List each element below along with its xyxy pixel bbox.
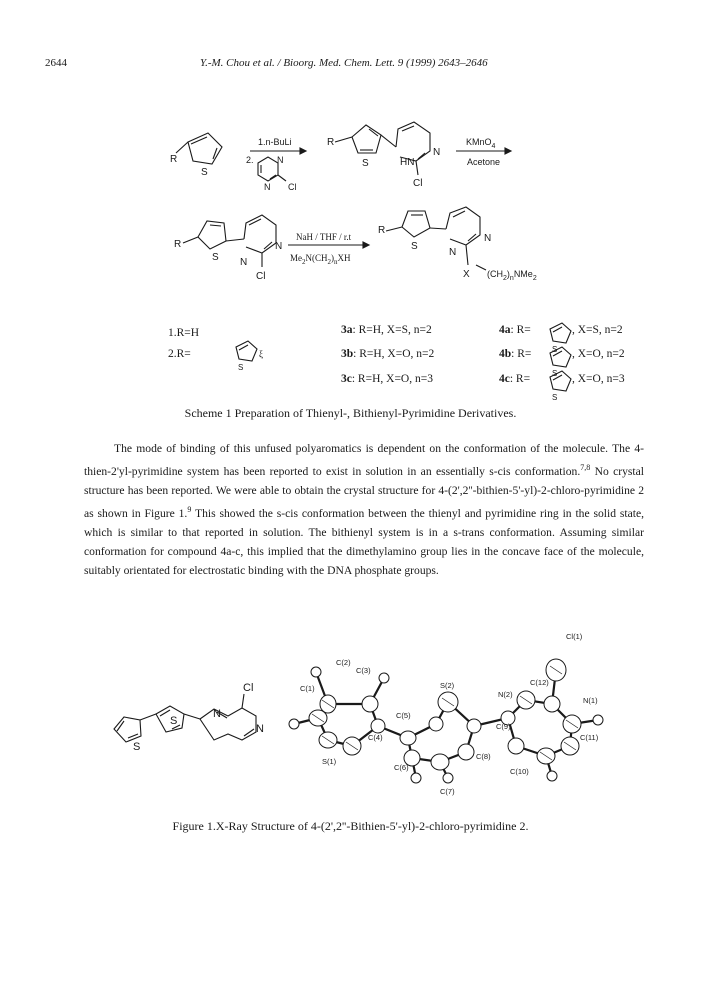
atom-n: N xyxy=(277,155,284,165)
hydrogen-atom xyxy=(311,667,321,677)
paragraph-text-3: This showed the s-cis conformation between the thienyl and pyrimidine ring in the solid state, which is similar to that reported in solution. The bithienyl system is in a s-trans conformation. Assuming similar conformation for compound 4a-c, this implied that the dimethylamino group lies in the concave face of the molecule, suitably orientated for electrostatic binding with the DNA phosphate groups. xyxy=(84,506,645,577)
running-head: Y.-M. Chou et al. / Bioorg. Med. Chem. Lett. 9 (1999) 2643–2646 xyxy=(200,57,488,69)
label-c9: C(9) xyxy=(496,722,511,731)
left-cl-label: Cl xyxy=(243,682,254,694)
row1-left: 1.R=H xyxy=(168,327,200,339)
label-c12: C(12) xyxy=(530,678,549,687)
atom-r: R xyxy=(170,154,178,165)
atom-cl: Cl xyxy=(288,182,297,192)
label-cl1: Cl(1) xyxy=(566,632,583,641)
left-n2-label: N xyxy=(256,723,264,735)
hydrogen-atom xyxy=(593,715,603,725)
side-chain: $(CH_2)_nNMe_2$ xyxy=(487,269,537,282)
scheme-caption: Scheme 1 Preparation of Thienyl-, Bithienyl-Pyrimidine Derivatives. xyxy=(184,406,517,420)
atom-x: X xyxy=(463,269,470,280)
label-c1: C(1) xyxy=(300,684,315,693)
label-c11: C(11) xyxy=(580,733,599,742)
compound-4c-rest: , X=O, n=3 xyxy=(572,373,625,385)
atom-ellipsoid xyxy=(458,744,474,760)
step2-reagent-b: Acetone xyxy=(467,157,501,167)
label-c10: C(10) xyxy=(510,767,529,776)
atom-n: N xyxy=(433,147,441,158)
compound-4a-rest: , X=S, n=2 xyxy=(572,324,623,336)
skeletal-structure xyxy=(114,694,256,742)
hydrogen-atom xyxy=(289,719,299,729)
dihydropyrimidine-ring xyxy=(396,122,430,161)
atom-n: N xyxy=(264,182,271,192)
atom-ellipsoid xyxy=(371,719,385,733)
compound-4c: 4c: R= xyxy=(499,373,531,385)
compound-3b: 3b: R=H, X=O, n=2 xyxy=(341,348,435,360)
step2-reagent-a: KMnO$_4$ xyxy=(466,137,496,150)
hydrogen-atom xyxy=(547,771,557,781)
atom-r: R xyxy=(327,137,335,148)
atom-s: S xyxy=(552,393,558,402)
pyrimidine-ring-2 xyxy=(244,215,276,253)
atom-s: S xyxy=(552,345,558,354)
label-c5: C(5) xyxy=(396,711,411,720)
atom-ellipsoid xyxy=(362,696,378,712)
step3-reagent-b: $Me_2N(CH_2)_nXH$ xyxy=(290,253,351,266)
label-n1: N(1) xyxy=(583,696,598,705)
atom-ellipsoid xyxy=(508,738,524,754)
label-c3: C(3) xyxy=(356,666,371,675)
hydrogen-atom xyxy=(443,773,453,783)
label-c4: C(4) xyxy=(368,733,383,742)
thiophene-icon-2 xyxy=(236,341,257,361)
compound-4b-rest: , X=O, n=2 xyxy=(572,348,625,360)
compound-4a: 4a: R= xyxy=(499,324,531,336)
atom-ellipsoid xyxy=(467,719,481,733)
atom-cl: Cl xyxy=(413,178,423,189)
compound-3a: 3a: R=H, X=S, n=2 xyxy=(341,324,432,336)
label-c6: C(6) xyxy=(394,763,409,772)
reference-9: 9 xyxy=(187,504,192,514)
thiophene-icon-4a xyxy=(550,323,571,343)
figure-caption: Figure 1.X-Ray Structure of 4-(2',2''-Bithien-5'-yl)-2-chloro-pyrimidine 2. xyxy=(172,819,529,833)
atom-cl: Cl xyxy=(256,271,266,282)
figure-1 xyxy=(0,628,701,798)
wavy-bond: ξ xyxy=(259,349,264,359)
atom-n: N xyxy=(484,233,492,244)
label-c2: C(2) xyxy=(336,658,351,667)
atom-ellipsoid xyxy=(429,717,443,731)
label-c8: C(8) xyxy=(476,752,491,761)
atom-n: N xyxy=(240,257,248,268)
step3-reagent-a: NaH / THF / r.t xyxy=(296,232,352,242)
running-header xyxy=(0,57,701,73)
step1-reagent-a: 1.n-BuLi xyxy=(258,137,292,147)
atom-n: N xyxy=(449,247,457,258)
atom-s: S xyxy=(411,241,418,252)
paragraph-text-1: The mode of binding of this unfused polyaromatics is dependent on the conformation of the molecule. The 4-thien-2'yl-pyrimidine system has been reported to exist in solution in an essentially s-cis conformation. xyxy=(84,442,644,478)
atom-ellipsoid xyxy=(400,731,416,745)
label-s2: S(2) xyxy=(440,681,455,690)
reference-7-8: 7,8 xyxy=(580,463,591,472)
atom-s: S xyxy=(238,363,244,372)
body-paragraph xyxy=(84,439,644,580)
row2-left: 2.R= xyxy=(168,348,191,360)
atom-s: S xyxy=(552,369,558,378)
compound-3c: 3c: R=H, X=O, n=3 xyxy=(341,373,433,385)
left-s2-label: S xyxy=(133,741,141,753)
atom-s: S xyxy=(362,158,369,169)
paragraph-text-2: No crystal structure has been reported. We were able to obtain the crystal structure for 4-(2',2''-bithien-5'-yl)-2-chloro-pyrimidine 2 as shown in Figure 1. xyxy=(84,464,644,520)
atom-hn: HN xyxy=(400,157,415,168)
hydrogen-atom xyxy=(379,673,389,683)
atom-s: S xyxy=(212,252,219,263)
atom-n: N xyxy=(275,241,283,252)
atom-r: R xyxy=(378,225,386,236)
label-s1: S(1) xyxy=(322,757,337,766)
atom-ellipsoid xyxy=(431,754,449,770)
hydrogen-atom xyxy=(411,773,421,783)
compound-4b: 4b: R= xyxy=(499,348,532,360)
atom-ellipsoid xyxy=(544,696,560,712)
label-n2: N(2) xyxy=(498,690,513,699)
scheme-1 xyxy=(0,95,701,440)
atom-s: S xyxy=(201,167,208,178)
left-n-label: N xyxy=(213,708,221,720)
thiophene-ring-2 xyxy=(352,125,381,153)
atom-r: R xyxy=(174,239,182,250)
step1-reagent-b: 2. xyxy=(246,155,254,165)
pyrimidine-ring-3 xyxy=(446,207,480,245)
left-s-label: S xyxy=(170,715,178,727)
label-c7: C(7) xyxy=(440,787,455,796)
page-number: 2644 xyxy=(45,57,67,69)
